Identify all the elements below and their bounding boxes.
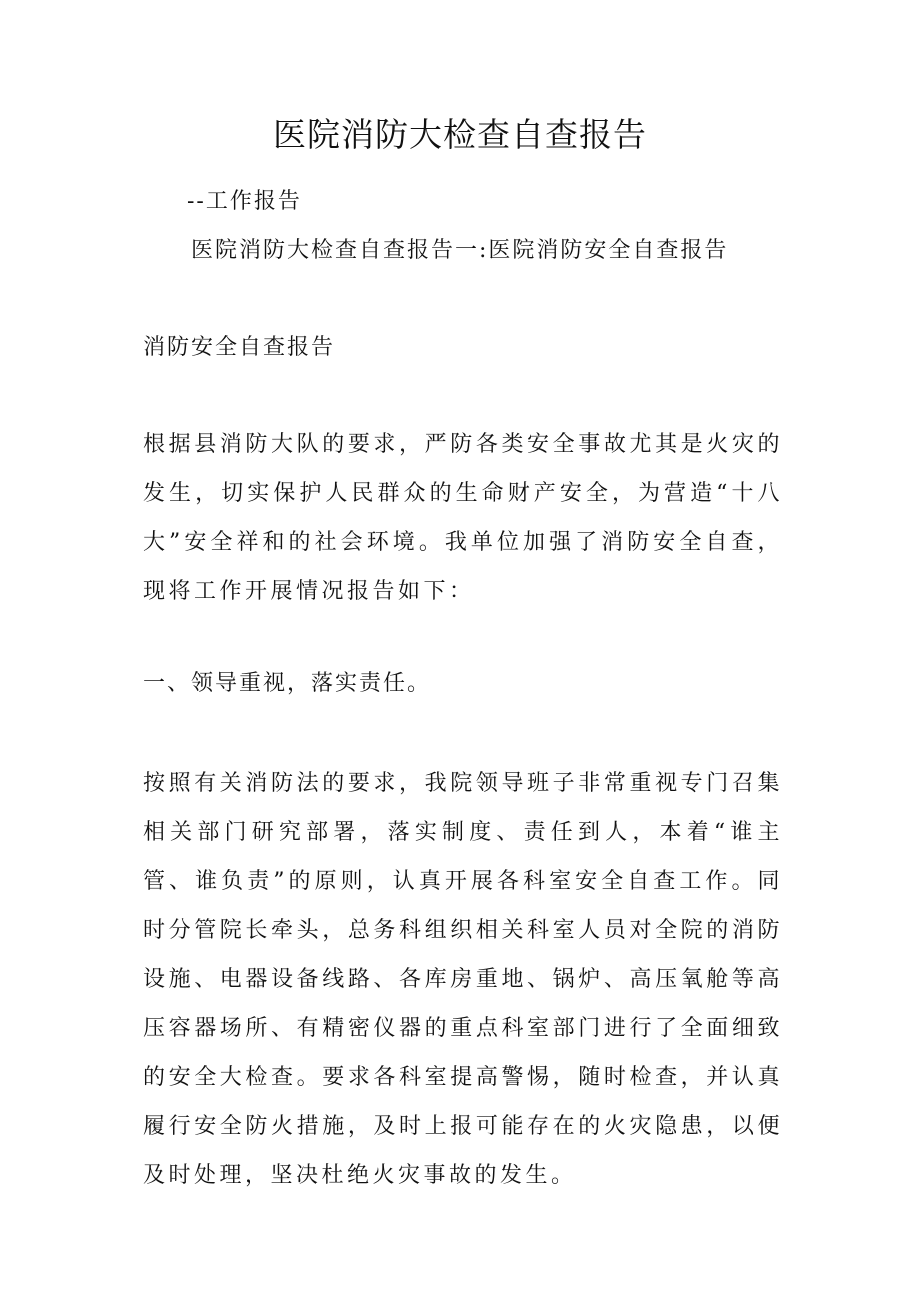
- paragraph-intro: 根据县消防大队的要求，严防各类安全事故尤其是火灾的发生，切实保护人民群众的生命财产安全，为营造“十八大”安全祥和的社会环境。我单位加强了消防安全自查，现将工作开展情况报告如下：: [143, 432, 783, 604]
- document-title: 医院消防大检查自查报告: [273, 115, 647, 154]
- section-heading-1: 一、领导重视，落实责任。: [143, 671, 432, 696]
- paragraph-section-1: 按照有关消防法的要求，我院领导班子非常重视专门召集相关部门研究部署，落实制度、责任到人，本着“谁主管、谁负责”的原则，认真开展各科室安全自查工作。同时分管院长牵头，总务科组织相关科室人员对全院的消防设施、电器设备线路、各库房重地、锅炉、高压氧舱等高压容器场所、有精密仪器的重点科室部门进行了全面细致的安全大检查。要求各科室提高警惕，随时检查，并认真履行安全防火措施，及时上报可能存在的火灾隐患，以便及时处理，坚决杜绝火灾事故的发生。: [143, 771, 783, 1188]
- document-subtitle: --工作报告: [187, 189, 302, 214]
- source-line: 医院消防大检查自查报告一:医院消防安全自查报告: [191, 238, 729, 263]
- report-heading: 消防安全自查报告: [143, 335, 336, 360]
